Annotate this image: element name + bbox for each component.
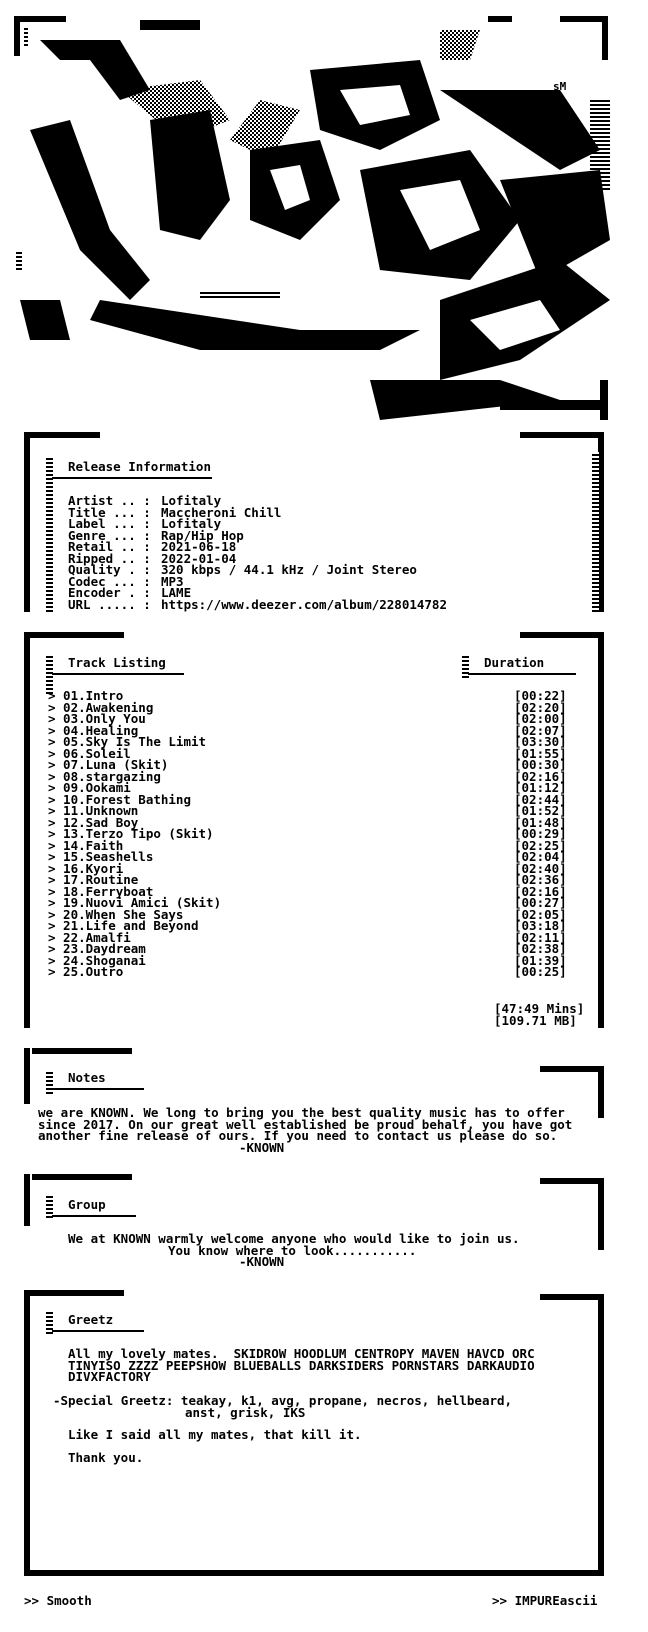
release-info-section — [0, 432, 648, 614]
track-row: > 08.stargazing [02:16] — [48, 768, 567, 784]
track-row: > 07.Luna (Skit) [00:30] — [48, 757, 567, 772]
box-corner-top-left — [32, 1174, 132, 1180]
track-row: > 21.Life and Beyond [03:18] — [48, 918, 567, 933]
footer-left-credit: >> Smooth — [24, 1593, 92, 1608]
notes-line-1: we are KNOWN. We long to bring you the best quality music has to offer — [38, 1105, 565, 1120]
field-url-value[interactable]: https://www.deezer.com/album/228014782 — [161, 596, 447, 612]
greetz-line-1: All my lovely mates. SKIDROW HOODLUM CENTROPY MAVEN HAVCD ORC — [68, 1346, 535, 1361]
field-ripped-value: 2022-01-04 — [161, 550, 237, 566]
greetz-title-underline — [52, 1330, 144, 1332]
box-edge-right — [598, 1294, 604, 1576]
logo-graphic — [0, 0, 648, 430]
notes-title-underline — [52, 1088, 144, 1090]
notes-title: Notes — [68, 1070, 106, 1085]
track-row: > 11.Unknown [01:52] — [48, 803, 567, 818]
field-artist-key: Artist .. : — [68, 493, 151, 508]
box-edge-right — [598, 1178, 604, 1250]
field-quality-value: 320 kbps / 44.1 kHz / Joint Stereo — [161, 562, 417, 577]
box-edge-left-dither — [46, 1070, 53, 1094]
field-encoder-key: Encoder . : — [68, 585, 151, 600]
greetz-line-3: DIVXFACTORY — [68, 1369, 151, 1384]
field-genre-value: Rap/Hip Hop — [161, 527, 244, 543]
track-list — [0, 690, 648, 980]
notes-line-2: since 2017. On our great well established be proud behalf, you have got — [38, 1116, 573, 1132]
track-row: > 13.Terzo Tipo (Skit) [00:29] — [48, 826, 567, 841]
notes-line-3: another fine release of ours. If you need to contact us please do so. — [38, 1128, 558, 1143]
greetz-title: Greetz — [68, 1312, 114, 1327]
track-row: > 05.Sky Is The Limit [03:30] — [48, 734, 567, 749]
field-title-key: Title ... : — [68, 504, 151, 520]
box-corner-top-right — [520, 432, 604, 438]
box-edge-left — [24, 1290, 30, 1576]
special-greetz-line-2: anst, grisk, IKS — [185, 1404, 306, 1420]
field-artist-value: Lofitaly — [161, 493, 222, 508]
track-row: > 18.Ferryboat [02:16] — [48, 883, 567, 899]
duration-header: Duration — [484, 655, 545, 670]
box-corner-top-right — [540, 1066, 604, 1072]
field-codec-value: MP3 — [161, 573, 184, 589]
group-section — [0, 1174, 648, 1270]
field-genre-key: Genre ... : — [68, 527, 151, 543]
track-row: > 16.Kyori [02:40] — [48, 860, 567, 876]
release-info-title: Release Information — [68, 459, 211, 474]
box-bottom-edge — [24, 1570, 604, 1576]
track-row: > 20.When She Says [02:05] — [48, 906, 567, 922]
box-edge-right — [598, 1066, 604, 1118]
box-corner-top-right — [540, 1178, 604, 1184]
field-label-value: Lofitaly — [161, 516, 222, 531]
special-greetz-line-1: -Special Greetz: teakay, k1, avg, propane, necros, hellbeard, — [53, 1393, 513, 1408]
box-corner-top-left — [24, 432, 100, 438]
box-edge-right-dither — [592, 452, 599, 612]
box-corner-top-right — [520, 632, 604, 638]
greetz-closing-2: Thank you. — [68, 1450, 144, 1465]
group-title-underline — [52, 1215, 136, 1217]
box-edge-left — [24, 1174, 30, 1226]
field-title-value: Maccheroni Chill — [161, 504, 282, 520]
field-quality-key: Quality . : — [68, 562, 151, 577]
track-row: > 15.Seashells [02:04] — [48, 849, 567, 864]
notes-section — [0, 1048, 648, 1156]
track-row: > 10.Forest Bathing [02:44] — [48, 791, 567, 807]
track-listing-title: Track Listing — [68, 655, 166, 670]
box-edge-left — [24, 1048, 30, 1104]
field-url-key: URL ..... : — [68, 596, 151, 612]
field-codec-key: Codec ... : — [68, 573, 151, 589]
track-row: > 23.Daydream [02:38] — [48, 941, 567, 956]
track-row: > 22.Amalfi [02:11] — [48, 929, 567, 945]
track-row: > 04.Healing [02:07] — [48, 722, 567, 738]
field-ripped-key: Ripped .. : — [68, 550, 151, 566]
field-encoder-value: LAME — [161, 585, 192, 600]
logo-signature: sM — [553, 80, 567, 93]
footer-right-credit: >> IMPUREascii — [492, 1593, 598, 1608]
track-row: > 12.Sad Boy [01:48] — [48, 814, 567, 830]
box-corner-top-right — [540, 1294, 604, 1300]
track-row: > 09.Ookami [01:12] — [48, 780, 567, 795]
box-corner-top-left — [32, 1048, 132, 1054]
group-title: Group — [68, 1197, 106, 1212]
total-time: [47:49 Mins] — [494, 1001, 585, 1016]
field-label-key: Label ... : — [68, 516, 151, 531]
track-row: > 01.Intro [00:22] — [48, 688, 567, 703]
greetz-section — [0, 1290, 648, 1580]
box-corner-top-left — [24, 1290, 124, 1296]
box-corner-top-left — [24, 632, 124, 638]
track-row: > 03.Only You [02:00] — [48, 711, 567, 726]
track-row: > 17.Routine [02:36] — [48, 872, 567, 887]
field-retail-value: 2021-06-18 — [161, 539, 237, 554]
track-row: > 24.Shoganai [01:39] — [48, 952, 567, 968]
greetz-closing-1: Like I said all my mates, that kill it. — [68, 1427, 362, 1442]
track-row: > 14.Faith [02:25] — [48, 837, 567, 853]
track-row: > 06.Soleil [01:55] — [48, 745, 567, 761]
track-listing-title-underline — [52, 673, 184, 675]
track-row: > 02.Awakening [02:20] — [48, 699, 567, 715]
duration-header-underline — [468, 673, 576, 675]
box-edge-left-dither — [46, 456, 53, 612]
group-signature: -KNOWN — [239, 1254, 285, 1269]
notes-signature: -KNOWN — [239, 1139, 285, 1155]
ascii-logo-art — [0, 0, 648, 430]
track-row: > 19.Nuovi Amici (Skit) [00:27] — [48, 895, 567, 910]
field-retail-key: Retail .. : — [68, 539, 151, 554]
box-edge-left — [24, 432, 30, 612]
track-row: > 25.Outro [00:25] — [48, 964, 567, 979]
total-size: [109.71 MB] — [494, 1013, 577, 1028]
greetz-line-2: TINYISO ZZZZ PEEPSHOW BLUEBALLS DARKSIDERS PORNSTARS DARKAUDIO — [68, 1357, 535, 1373]
group-line-1: We at KNOWN warmly welcome anyone who would like to join us. — [68, 1231, 520, 1246]
group-line-2: You know where to look........... — [168, 1242, 417, 1258]
release-info-title-underline — [52, 477, 212, 479]
